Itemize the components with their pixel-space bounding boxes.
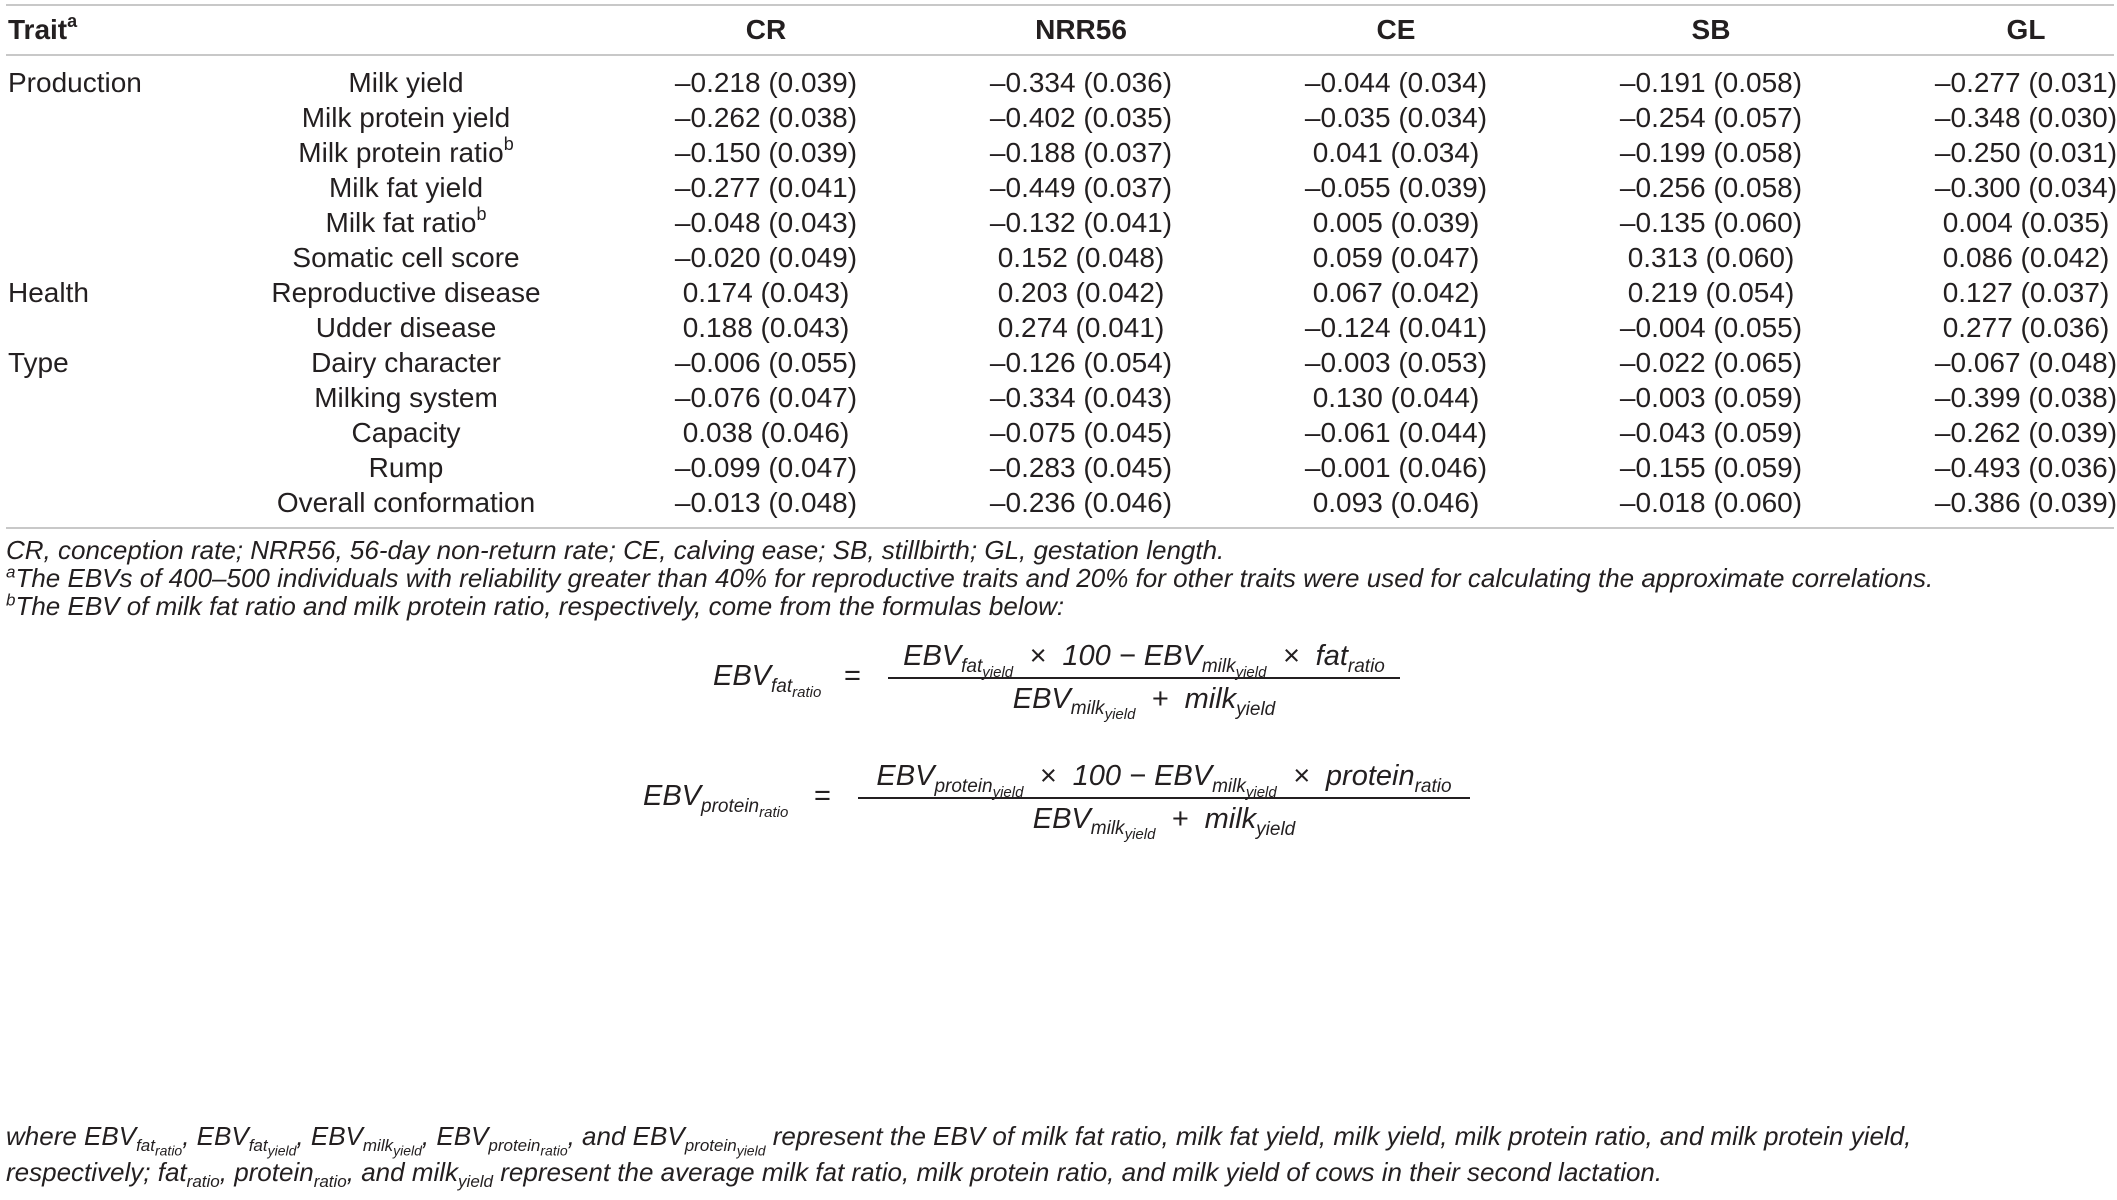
formula-fat-denominator: $EBV_{milk_{yield}}$ + milk$_{yield}$ [1012, 682, 1276, 724]
row-value: –0.022 (0.065) [1619, 347, 1803, 378]
row-value: –0.218 (0.039) [674, 67, 858, 98]
row-value: 0.203 (0.042) [997, 277, 1165, 308]
row-value: –0.013 (0.048) [674, 487, 858, 518]
row-value: –0.061 (0.044) [1304, 417, 1488, 448]
row-value: –0.099 (0.047) [674, 452, 858, 483]
row-trait: Milk yield [348, 67, 464, 98]
row-value: 0.130 (0.044) [1312, 382, 1480, 413]
row-value: –0.402 (0.035) [989, 102, 1173, 133]
row-value: –0.250 (0.031) [1934, 137, 2117, 168]
row-group: Production [8, 67, 142, 98]
row-value: –0.135 (0.060) [1619, 207, 1803, 238]
header-trait: Trait$^a$ [8, 10, 78, 45]
row-value: –0.048 (0.043) [674, 207, 858, 238]
formula-fat-fraction [888, 640, 1400, 724]
row-value: 0.041 (0.034) [1312, 137, 1480, 168]
row-value: –0.075 (0.045) [989, 417, 1173, 448]
formula-fat-ratio [0, 640, 2117, 724]
row-value: –0.067 (0.048) [1934, 347, 2117, 378]
row-trait: Somatic cell score [292, 242, 520, 273]
row-trait: Udder disease [315, 312, 497, 343]
where-paragraph-line2: respectively; fat$_{ratio}$, protein$_{ratio}$, and milk$_{yield}$ represent the average milk fat ratio, milk protein ratio, and milk yield of cows in their second lactation. [6, 1157, 1663, 1192]
row-value: –0.493 (0.036) [1934, 452, 2117, 483]
formula-fat-bar [888, 677, 1400, 679]
row-value: –0.199 (0.058) [1619, 137, 1803, 168]
row-value: –0.449 (0.037) [989, 172, 1173, 203]
row-value: 0.219 (0.054) [1627, 277, 1795, 308]
row-value: –0.188 (0.037) [989, 137, 1173, 168]
row-value: –0.399 (0.038) [1934, 382, 2117, 413]
row-value: –0.236 (0.046) [989, 487, 1173, 518]
row-value: 0.004 (0.035) [1942, 207, 2110, 238]
header-ce: CE [1376, 14, 1416, 45]
footnote-a: $^a$The EBVs of 400–500 individuals with reliability greater than 40% for reproductive traits and 20% for other traits were used for calculating the approximate correlations. [6, 562, 1934, 593]
row-value: –0.006 (0.055) [674, 347, 858, 378]
header-nrr56: NRR56 [1035, 14, 1127, 45]
formula-protein-numerator: $EBV_{protein_{yield}} \times 100 - EBV_{milk_{yield}}$ × protein$_{ratio}$ [876, 760, 1452, 801]
formula-protein-lhs: $EBV_{protein_{ratio}}$ [643, 780, 789, 821]
row-value: –0.254 (0.057) [1619, 102, 1803, 133]
row-value: –0.334 (0.036) [989, 67, 1173, 98]
row-value: –0.277 (0.041) [674, 172, 858, 203]
formula-fat-lhs: $EBV_{fat_{ratio}}$ [713, 660, 822, 701]
row-value: 0.038 (0.046) [682, 417, 850, 448]
row-value: –0.003 (0.053) [1304, 347, 1488, 378]
footnote-abbreviations: CR, conception rate; NRR56, 56-day non-return rate; CE, calving ease; SB, stillbirth; GL, gestation length. [6, 535, 1225, 565]
table-header-rule [6, 54, 2114, 56]
formula-protein-equals: = [814, 780, 831, 812]
row-value: –0.277 (0.031) [1934, 67, 2117, 98]
row-value: –0.018 (0.060) [1619, 487, 1803, 518]
row-group: Health [8, 277, 89, 308]
row-value: 0.174 (0.043) [682, 277, 850, 308]
table-row [6, 479, 2117, 526]
formula-protein-bar [858, 797, 1470, 799]
row-value: –0.300 (0.034) [1934, 172, 2117, 203]
row-value: –0.043 (0.059) [1619, 417, 1803, 448]
row-value: 0.274 (0.041) [997, 312, 1165, 343]
row-value: 0.127 (0.037) [1942, 277, 2110, 308]
row-group: Type [8, 347, 69, 378]
row-trait: Milk protein yield [301, 102, 511, 133]
formula-protein-denominator: $EBV_{milk_{yield}}$ + milk$_{yield}$ [1032, 802, 1296, 844]
header-sb: SB [1691, 14, 1731, 45]
row-value: –0.001 (0.046) [1304, 452, 1488, 483]
row-trait: Capacity [351, 417, 461, 448]
row-value: –0.191 (0.058) [1619, 67, 1803, 98]
formula-fat-numerator: $EBV_{fat_{yield}} \times 100 - EBV_{milk_{yield}} \times fat_{ratio}$ [903, 640, 1385, 681]
row-trait: Milk fat ratio$^b$ [325, 203, 487, 238]
row-value: –0.150 (0.039) [674, 137, 858, 168]
row-value: –0.076 (0.047) [674, 382, 858, 413]
where-paragraph-line1: where $EBV_{fat_{ratio}}$, $EBV_{fat_{yield}}$, $EBV_{milk_{yield}}$, $EBV_{protein_{ratio}}$, and $EBV_{protein_{yield}}$ represent the EBV of milk fat ratio, milk fat yield, milk yield, milk protein ratio, and milk protein yield, [6, 1121, 1912, 1159]
formula-protein-fraction [858, 760, 1470, 844]
row-value: –0.004 (0.055) [1619, 312, 1803, 343]
row-trait: Milk protein ratio$^b$ [298, 133, 514, 168]
row-value: –0.262 (0.039) [1934, 417, 2117, 448]
row-value: –0.262 (0.038) [674, 102, 858, 133]
row-value: –0.132 (0.041) [989, 207, 1173, 238]
formula-protein-ratio [0, 760, 2117, 844]
row-value: –0.020 (0.049) [674, 242, 858, 273]
row-trait: Overall conformation [276, 487, 536, 518]
row-value: –0.348 (0.030) [1934, 102, 2117, 133]
row-value: –0.124 (0.041) [1304, 312, 1488, 343]
row-value: 0.093 (0.046) [1312, 487, 1480, 518]
row-trait: Dairy character [311, 347, 501, 378]
row-value: –0.155 (0.059) [1619, 452, 1803, 483]
row-value: 0.188 (0.043) [682, 312, 850, 343]
row-trait: Reproductive disease [271, 277, 541, 308]
row-value: 0.059 (0.047) [1312, 242, 1480, 273]
table-header-row [6, 6, 2114, 53]
row-value: 0.152 (0.048) [997, 242, 1165, 273]
row-trait: Milking system [314, 382, 498, 413]
row-value: 0.086 (0.042) [1942, 242, 2110, 273]
row-value: –0.283 (0.045) [989, 452, 1173, 483]
table-bottom-rule [6, 527, 2114, 529]
header-cr: CR [745, 14, 787, 45]
row-value: –0.334 (0.043) [989, 382, 1173, 413]
row-value: 0.005 (0.039) [1312, 207, 1480, 238]
formula-fat-equals: = [844, 660, 861, 692]
row-value: –0.035 (0.034) [1304, 102, 1488, 133]
row-trait: Milk fat yield [328, 172, 484, 203]
row-value: –0.003 (0.059) [1619, 382, 1803, 413]
row-value: –0.256 (0.058) [1619, 172, 1803, 203]
row-value: –0.055 (0.039) [1304, 172, 1488, 203]
row-value: –0.386 (0.039) [1934, 487, 2117, 518]
footnote-b: $^b$The EBV of milk fat ratio and milk protein ratio, respectively, come from the formulas below: [6, 590, 1065, 621]
row-value: –0.044 (0.034) [1304, 67, 1488, 98]
header-gl: GL [2006, 14, 2046, 45]
row-value: 0.313 (0.060) [1627, 242, 1795, 273]
row-value: –0.126 (0.054) [989, 347, 1173, 378]
row-trait: Rump [368, 452, 444, 483]
row-value: 0.277 (0.036) [1942, 312, 2110, 343]
row-value: 0.067 (0.042) [1312, 277, 1480, 308]
